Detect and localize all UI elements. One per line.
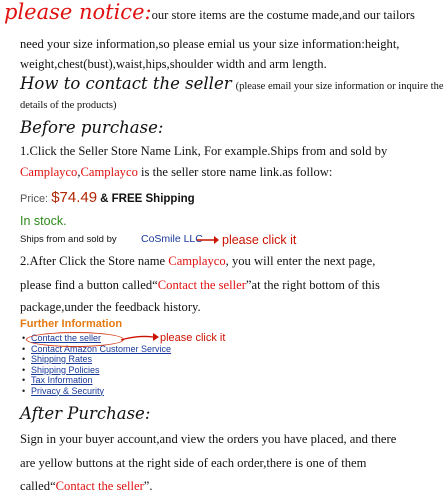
- after-button-name: Contact the seller: [55, 479, 144, 493]
- after-line1: Sign in your buyer account,and view the orders you have placed, and there: [20, 432, 397, 446]
- after-heading: After Purchase:: [20, 404, 151, 423]
- further-item-contact-seller[interactable]: • Contact the seller: [22, 333, 171, 344]
- further-item-customer-service[interactable]: • Contact Amazon Customer Service: [22, 344, 171, 355]
- step2-text-d: ”at the right bottom of this: [245, 278, 380, 292]
- stock-text: In stock.: [20, 214, 67, 228]
- price-label: Price:: [20, 193, 49, 205]
- store-name-1: Camplayco: [20, 165, 78, 179]
- shipping-text: & FREE Shipping: [100, 193, 195, 205]
- before-step1-text: is the seller store name link.as follow:: [137, 165, 333, 179]
- please-click-label-2: please click it: [160, 332, 226, 344]
- step2-line3: package,under the feedback history.: [20, 300, 201, 314]
- before-heading: Before purchase:: [20, 118, 164, 137]
- price-row: [20, 189, 195, 206]
- after-text-b: ”.: [143, 479, 153, 493]
- further-item-shipping-rates[interactable]: • Shipping Rates: [22, 354, 171, 365]
- contact-heading: How to contact the seller: [20, 74, 232, 93]
- ships-from-text: Ships from and sold by: [20, 234, 117, 245]
- before-step1-line2: [20, 161, 332, 184]
- after-line3: [20, 475, 153, 498]
- further-item-shipping-policies[interactable]: • Shipping Policies: [22, 365, 171, 376]
- store-name-2: Camplayco: [80, 165, 138, 179]
- step2-line1: [20, 250, 375, 273]
- step2-button-name: Contact the seller: [157, 278, 246, 292]
- notice-text-2: need your size information,so please emial us your size information:height,: [20, 37, 400, 51]
- further-item-privacy-security[interactable]: • Privacy & Security: [22, 386, 171, 397]
- please-click-label-1: please click it: [222, 233, 297, 247]
- comma: ,: [77, 165, 81, 179]
- notice-text-3: weight,chest(bust),waist,hips,shoulder width and arm length.: [20, 57, 327, 71]
- after-text-a: called“: [20, 479, 56, 493]
- arrow-icon: [196, 234, 220, 246]
- contact-line-1: [20, 74, 443, 94]
- notice-line-1: [4, 0, 415, 27]
- step2-store-name: Camplayco: [168, 254, 226, 268]
- seller-link[interactable]: CoSmile LLC: [141, 233, 203, 245]
- highlight-circle: [26, 332, 124, 347]
- step2-line2: [20, 274, 380, 297]
- price-value: $74.49: [51, 189, 98, 206]
- notice-text-1: our store items are the costume made,and our tailors: [151, 8, 415, 22]
- step2-text-c: please find a button called“: [20, 278, 158, 292]
- after-line2: are yellow buttons at the right side of each order,there is one of them: [20, 456, 367, 470]
- further-info-title: Further Information: [20, 318, 123, 330]
- step2-text-b: , you will enter the next page,: [225, 254, 376, 268]
- arrow-icon-2: [120, 333, 160, 343]
- step2-text-a: 2.After Click the Store name: [20, 254, 169, 268]
- notice-heading: please notice:: [4, 0, 152, 24]
- contact-note: (please email your size information or inquire the: [235, 81, 444, 92]
- before-step1-line1: 1.Click the Seller Store Name Link, For example.Ships from and sold by: [20, 144, 388, 158]
- further-item-tax-information[interactable]: • Tax Information: [22, 375, 171, 386]
- contact-note-2: details of the products): [20, 100, 117, 111]
